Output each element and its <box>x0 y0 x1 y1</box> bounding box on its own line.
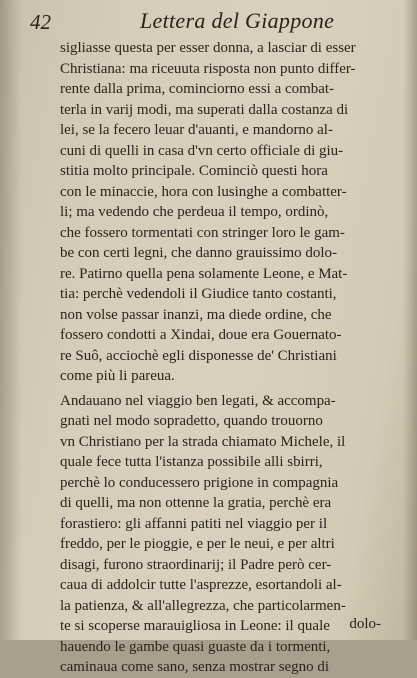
text-line: tia: perchè vedendoli il Giudice tanto costanti, <box>60 285 337 302</box>
text-line: gnati nel modo sopradetto, quando trouorno <box>60 412 323 429</box>
text-line: fossero condotti a Xindai, doue era Gouernato- <box>60 326 342 343</box>
text-line: lei, se la fecero leuar d'auanti, e mandorno al- <box>60 121 333 138</box>
text-line: la patienza, & all'allegrezza, che particolarmen- <box>60 596 346 614</box>
page-number: 42 <box>30 10 51 34</box>
page-header <box>28 6 403 36</box>
text-line: caminaua come sano, senza mostrar segno di <box>60 658 330 675</box>
text-line: re Suô, acciochè egli disponesse de' Christiani <box>60 346 337 364</box>
text-line: re. Patirno quella pena solamente Leone, e Mat- <box>60 264 348 282</box>
catchword: dolo- <box>349 616 381 632</box>
text-line: stitia molto principale. Cominciò questi hora <box>60 162 328 179</box>
text-line: te si scoperse marauigliosa in Leone: il quale <box>60 617 330 634</box>
text-line: terla in varij modi, ma superati dalla costanza di <box>60 100 349 118</box>
text-line: di quelli, ma non ottenne la gratia, perchè era <box>60 494 332 511</box>
text-line: freddo, per le pioggie, e per le neui, e per altri <box>60 535 335 552</box>
text-line: rente dalla prima, cominciorno essi a combat- <box>60 80 335 97</box>
body-text <box>60 38 410 678</box>
text-line: come più li pareua. <box>60 367 175 384</box>
text-line: caua di addolcir tutte l'asprezze, esortandoli al- <box>60 576 342 593</box>
text-line: non volse passar inanzi, ma diede ordine, che <box>60 305 332 323</box>
text-line: quale fece tutta l'istanza possibile alli sbirri, <box>60 453 323 470</box>
paragraph <box>60 38 410 387</box>
text-line: perchè lo conducessero prigione in compagnia <box>60 473 339 491</box>
running-title: Lettera del Giappone <box>140 8 335 33</box>
text-line: vn Christiano per la strada chiamato Michele, il <box>60 432 346 450</box>
paragraph <box>60 391 410 678</box>
text-line: hauendo le gambe quasi guaste da i tormenti, <box>60 637 331 655</box>
text-line: li; ma vedendo che perdeua il tempo, ordinò, <box>60 203 329 220</box>
text-line: sigliasse questa per esser donna, a lasciar di esser <box>60 39 356 56</box>
text-line: forastiero: gli affanni patiti nel viaggio per il <box>60 514 328 532</box>
text-line: cuni di quelli in casa d'vn certo officiale di giu- <box>60 141 344 159</box>
text-line: disagi, furono straordinarij; il Padre però cer- <box>60 555 332 573</box>
text-line: Christiana: ma riceuuta risposta non punto differ- <box>60 59 356 77</box>
text-line: che fossero tormentati con stringer loro le gam- <box>60 223 345 241</box>
text-line: Andauano nel viaggio ben legati, & accompa- <box>60 391 336 409</box>
text-line: be con certi legni, che danno grauissimo dolo- <box>60 244 337 261</box>
text-line: con le minaccie, hora con lusinghe a combatter- <box>60 182 347 200</box>
